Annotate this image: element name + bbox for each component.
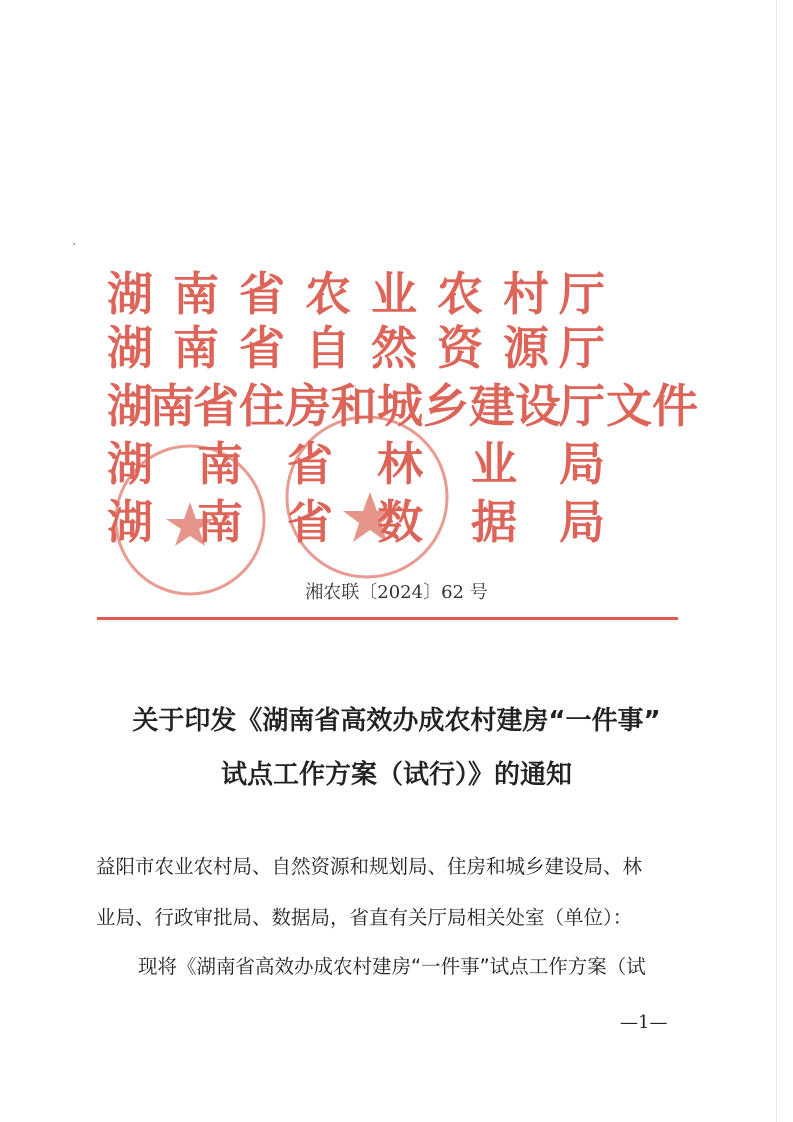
- issuer-char: 城: [377, 379, 423, 433]
- document-label: 文件: [606, 379, 698, 433]
- issuer-char: 然: [371, 321, 417, 375]
- issuer-char: 源: [503, 321, 549, 375]
- issuer-char: 局: [559, 495, 605, 549]
- issuer-char: 局: [559, 437, 605, 491]
- issuer-char: 厅: [559, 321, 605, 375]
- issuer-char: 农: [305, 267, 351, 321]
- issuer-char: 湖: [107, 379, 153, 433]
- recipients-line-2: 业局、行政审批局、数据局，省直有关厅局相关处室（单位）：: [96, 906, 633, 929]
- issuer-char: 农: [437, 267, 483, 321]
- issuer-char: 省: [287, 495, 333, 549]
- issuer-char: 省: [239, 321, 285, 375]
- document-number: 湘农联〔2024〕62 号: [305, 582, 488, 603]
- issuer-char: 省: [287, 437, 333, 491]
- issuer-char: 湖: [107, 495, 153, 549]
- issuer-char: 乡: [423, 379, 469, 433]
- issuer-char: 资: [437, 321, 483, 375]
- issuer-char: 和: [331, 379, 377, 433]
- issuer-char: 省: [193, 379, 239, 433]
- issuer-char: 据: [471, 495, 517, 549]
- issuer-char: 自: [305, 321, 351, 375]
- issuer-char: 南: [173, 267, 219, 321]
- issuer-char: 村: [503, 267, 549, 321]
- issuer-char: 南: [197, 495, 243, 549]
- issuer-char: 林: [377, 437, 423, 491]
- issuer-char: 南: [173, 321, 219, 375]
- document-title-line-1: 关于印发《湖南省高效办成农村建房“一件事”: [132, 706, 661, 736]
- issuer-char: 住: [239, 379, 285, 433]
- document-title-line-2: 试点工作方案（试行）》的通知: [220, 760, 572, 790]
- body-paragraph-start: 现将《湖南省高效办成农村建房“一件事”试点工作方案（试: [138, 955, 646, 978]
- scan-speck: [73, 243, 75, 245]
- issuer-char: 数: [377, 495, 423, 549]
- page-number: —1—: [620, 1012, 668, 1033]
- issuer-char: 南: [197, 437, 243, 491]
- issuer-char: 省: [239, 267, 285, 321]
- issuer-char: 湖: [107, 267, 153, 321]
- issuer-char: 建: [469, 379, 515, 433]
- issuer-char: 设: [515, 379, 561, 433]
- issuer-char: 湖: [107, 437, 153, 491]
- issuer-char: 厅: [559, 267, 605, 321]
- issuer-char: 业: [471, 437, 517, 491]
- red-divider: [97, 617, 678, 620]
- issuer-char: 房: [285, 379, 331, 433]
- recipients-line-1: 益阳市农业农村局、自然资源和规划局、住房和城乡建设局、林: [96, 855, 643, 878]
- issuer-char: 厅: [559, 379, 605, 433]
- issuer-char: 南: [149, 379, 195, 433]
- scan-edge: [776, 0, 777, 1122]
- issuer-char: 湖: [107, 321, 153, 375]
- issuer-char: 业: [371, 267, 417, 321]
